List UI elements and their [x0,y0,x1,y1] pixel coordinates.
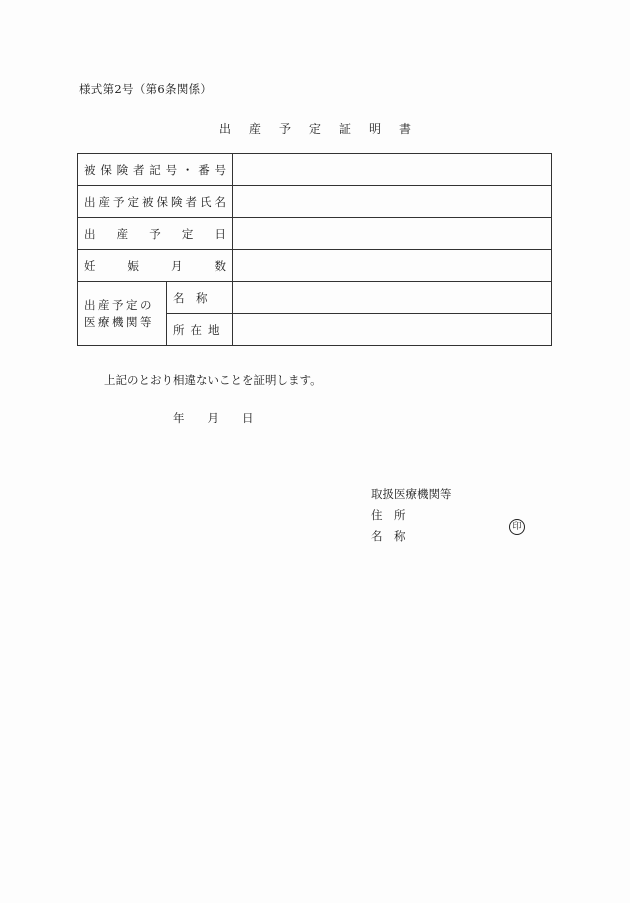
title-char: 書 [399,122,412,136]
table-row [78,282,552,314]
label-char: 者 [185,194,197,209]
label-char: 番 [198,162,210,177]
institution-name-field[interactable] [233,282,552,314]
due-date-label [78,218,233,250]
institution-label-line1: 出産予定の [84,297,154,312]
institution-name-label: 名 称 [167,282,233,314]
label-text [84,226,226,242]
title-char: 産 [248,122,261,136]
insured-name-field[interactable] [233,186,552,218]
label-char: 定 [127,194,139,209]
date-year: 年 [173,411,185,425]
label-text [84,194,226,210]
title-char: 出 [218,122,231,136]
label-char: 記 [149,162,161,177]
label-char: 号 [214,162,226,177]
insured-number-field[interactable] [233,154,552,186]
label-text [84,258,226,274]
label-char: 出 [84,226,96,241]
label-char: 月 [171,258,183,273]
label-char: 号 [165,162,178,177]
institution-label [78,282,167,346]
title-char: 証 [339,122,352,136]
title-char: 定 [308,122,321,136]
label-char: 保 [156,194,168,209]
issuer-heading: 取扱医療機関等 [371,487,452,501]
seal-icon: 印 [509,519,525,535]
issuer-block [371,484,452,547]
insured-name-label [78,186,233,218]
pregnancy-months-field[interactable] [233,250,552,282]
table-row [78,186,552,218]
date-line [173,410,277,426]
label-char: 産 [116,226,129,241]
label-char: 保 [100,162,112,177]
label-char: 険 [116,162,129,177]
label-char: 産 [98,194,110,209]
label-char: 娠 [127,258,139,273]
title-char: 予 [278,122,291,136]
due-date-field[interactable] [233,218,552,250]
certificate-table [77,153,552,346]
institution-address-label: 所在地 [167,314,233,346]
label-char: 険 [171,194,183,209]
label-char: 氏 [200,194,212,209]
label-char: 妊 [84,258,96,273]
issuer-name-label: 名 称 [371,529,406,543]
table-row [78,218,552,250]
institution-label-line2: 医療機関等 [84,314,154,329]
institution-address-field[interactable] [233,314,552,346]
table-row [78,154,552,186]
issuer-name-row [371,526,452,547]
issuer-address-row [371,505,452,526]
label-char: 名 [214,194,226,209]
document-title [0,120,630,137]
label-char: 定 [181,226,194,241]
title-char: 明 [369,122,382,136]
label-char: 出 [84,194,96,209]
pregnancy-months-label [78,250,233,282]
issuer-address-label: 住 所 [371,508,406,522]
certification-statement: 上記のとおり相違ないことを証明します。 [104,373,322,387]
insured-number-label [78,154,233,186]
date-month: 月 [207,411,219,425]
label-char: 予 [113,194,125,209]
label-char: 者 [132,162,145,177]
label-char: 被 [142,194,154,209]
label-text [84,162,226,178]
label-char: 被 [84,162,96,177]
date-day: 日 [242,411,254,425]
table-row [78,250,552,282]
form-reference: 様式第2号（第6条関係） [79,82,213,96]
label-char: 予 [149,226,161,241]
label-char: 数 [214,258,226,273]
label-char: ・ [181,162,194,177]
label-char: 日 [214,226,226,241]
label-text [84,162,226,178]
